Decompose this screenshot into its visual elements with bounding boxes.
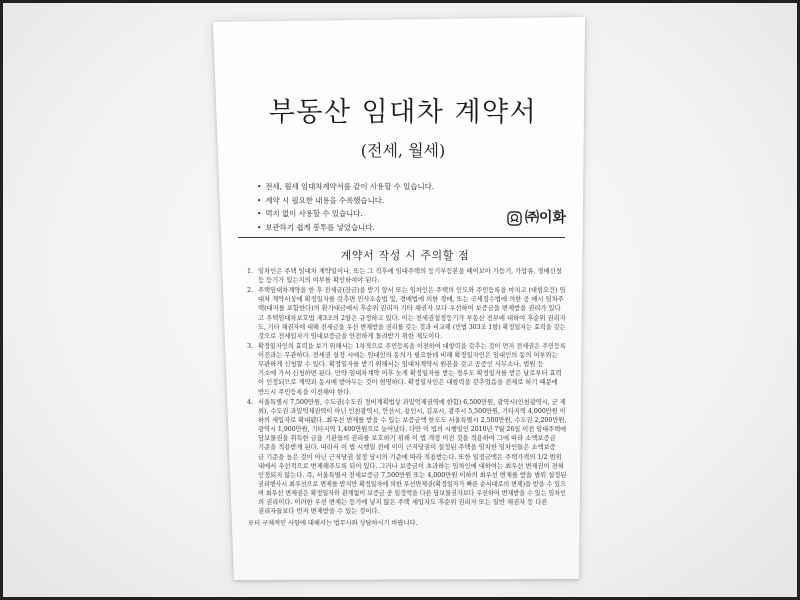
feature-text: 먹지 없이 사용할 수 있습니다. (265, 209, 363, 218)
note-line: 택(대지를 포함한다)의 환가대금에서 후순위 권리자 기타 채권자 보다 우선하여 보증금을 변제받을 권리가 있다 (258, 305, 561, 313)
note-line: 등 등기가 있는지의 여부를 확인하여야 된다. (258, 277, 380, 285)
note-line: 광역시 1,900만원, 기타지역 1,400만원으로 늘어났다. 다만 이 법의 시행일인 2010년 7월 26일 이전 임대주택에 (258, 426, 566, 434)
note-line: 반드시 주민등록을 이전해야 한다. (258, 388, 352, 396)
note-line: 무관하게 신청할 수 있다. 확정일자를 받기 위해서는 임대차계약서 원본을 갖고 공증인 사무소나, 법원 등 (258, 361, 544, 369)
note-line: 인정되지 않는다. 즉, 서울특별시 전세보증금 7,500만원 또는 4,000만원 이하의 최우선 변제를 받을 범위 설정된 (258, 471, 566, 479)
note-line: 의 권리이다. 이러한 우선 변제는 등기에 넣지 않은 주택 세입자도 후순위 권리자 또는 일반 채권자 등 다른 (258, 499, 548, 507)
note-line: 며 최우선 변제권은 확정일자와 관계없이 보증금 중 일정액을 다른 담보물권자보다 우선하여 변제받을 수 있는 임차인 (258, 490, 566, 498)
note-item (247, 342, 567, 397)
publisher-logo-icon (507, 211, 522, 226)
publisher-name: ㈜이화 (525, 210, 567, 226)
note-line: 기소에 가서 신청하면 된다. 만약 임대차계약 이후 늦게 확정일자를 받는 경우도 확정일자를 받은 날로부터 효력 (258, 370, 562, 378)
note-line: 이전과는 무관하다. 전세권 설정 시에는 임대인의 동의가 필요한데 비해 확정일자인은 임대인의 동의 여부와는 (258, 352, 558, 359)
note-line: 권리행사시 최우선으로 변제를 받지만 확정일자에 의한 우선변제권(확정일자가 빠른 순서대로의 변제)을 받을 수 있으 (258, 480, 566, 488)
feature-item (257, 221, 434, 235)
note-line: 담보물권을 취득한 금융 기관들의 권리를 보호하기 위해 이 법 개정 이전 것을 적용하여 그에 따라 소액보증금 (258, 435, 556, 443)
bullet-icon: • (257, 222, 262, 232)
note-line: 권리자들보다 먼저 변제받을 수 있는 것이다. (258, 508, 380, 516)
note-line: 내에서 우선적으로 변제해주도록 되어 있다. 그러나 보증금이 초과하는 임차인에 대하여는 최우선 변제권이 전혀 (258, 462, 564, 470)
footnote: ※더 구체적인 사항에 대해서는 법무사와 상담하시기 바랍니다. (248, 520, 418, 527)
feature-text: 전세, 월세 임대차계약서를 같이 사용할 수 있습니다. (265, 182, 435, 191)
note-line: 것으로 전세입자가 임대보증금을 안전하게 돌려받기 위한 제도이다. (258, 332, 443, 340)
bullet-icon: • (257, 209, 262, 218)
feature-item (257, 180, 434, 194)
note-text (258, 267, 566, 285)
publisher-logo (507, 209, 566, 227)
feature-list (257, 180, 434, 234)
note-text (258, 342, 566, 397)
note-number: 1. (247, 268, 254, 275)
section-divider (238, 237, 565, 238)
document-title: 부동산 임대차 계약서 (268, 97, 538, 128)
bullet-icon: • (257, 182, 262, 191)
note-line: 이 인정되므로 계약과 동시에 받아두는 것이 현명하다. 확정일자인은 대항력을 갖추었음을 전제로 하기 때문에 (258, 379, 558, 387)
note-item (247, 398, 567, 517)
note-line: 기준을 적용받게 된다. 따라서 이 법 시행일 전에 이미 근저당권이 설정된 주택을 임차한 임차인들은 소액보증 (258, 444, 556, 452)
note-number: 4. (247, 398, 254, 406)
document-subtitle: (전세, 월세) (360, 141, 446, 160)
feature-item (257, 207, 434, 221)
note-line: 확정일자인의 효력을 보기 위해서는 1차적으로 주민등록을 이전하여 대항력을 갖추는 것이 먼저 전세권은 주민등록 (258, 342, 566, 350)
note-line: 고 주택임대차보호법 제3조의 2항은 규정하고 있다. 이는 전세권설정등기가 부동산 전부에 대하여 후순위 권리자 (258, 314, 566, 322)
feature-text: 계약 시 필요한 내용을 수록했습니다. (265, 195, 385, 205)
note-number: 3. (247, 342, 254, 350)
note-number: 2. (247, 287, 254, 295)
note-text (258, 286, 566, 341)
notes-list (247, 267, 567, 517)
note-line: 서울특별시 7,500만원, 수도권(수도권 정비계획법상 과밀억제권역에 한함) 6,500만원, 광역시(인천광역시, 군 제 (258, 398, 566, 406)
notes-heading: 계약서 작성 시 주의할 점 (340, 249, 470, 262)
note-line: 도, 기타 채권자에 대해 전세금을 우선 변제받을 권리를 갖는 것과 비교해 (민법 303조 1항) 확정일자는 효력을 갖는 (258, 323, 566, 331)
note-item (247, 267, 567, 285)
note-item (247, 286, 567, 341)
note-line: 대차 계약서상에 확정일자를 갖추면 민사소송법 및, 경매법에 의한 경매, 또는 국세징수법에 의한 공 매시 임차주 (258, 296, 564, 304)
note-line: 외), 수도권 과밀억제권역이 아닌 인천광역시, 안산시, 용인시, 김포시, 광주시 5,500만원, 기타지역 4,000만원 이 (258, 407, 566, 415)
note-line: 하의 세입자로 확대됐다. 최우선 변제를 받을 수 있는 보증금액 한도도 서울특별시 2,500만원, 수도권 2,200만원, (258, 416, 566, 424)
contract-sheet (213, 17, 585, 580)
note-text (258, 398, 566, 517)
note-line: 주택임대차계약을 한 후 전세금(잔금)을 받기 앞서 또는 임차인은 주택의 인도와 주민등록을 마치고 (대항요건) 임 (258, 287, 566, 295)
bullet-icon: • (257, 195, 262, 205)
note-line: 금 기준을 높은 것이 아닌 근저당권 설정 당시의 기준에 따라 적용받는다. 또한 일정금액은 주택가격의 1/2 범위 (258, 453, 562, 461)
feature-text: 보관하기 쉽게 봉투를 넣었습니다. (265, 222, 375, 232)
note-line: 임차인은 주택 임대차 계약일이나, 또는 그 직후에 임대주택의 등기부등본을 떼어보아 가등기, 가압류, 경매신청 (258, 268, 562, 275)
feature-item (257, 194, 434, 208)
